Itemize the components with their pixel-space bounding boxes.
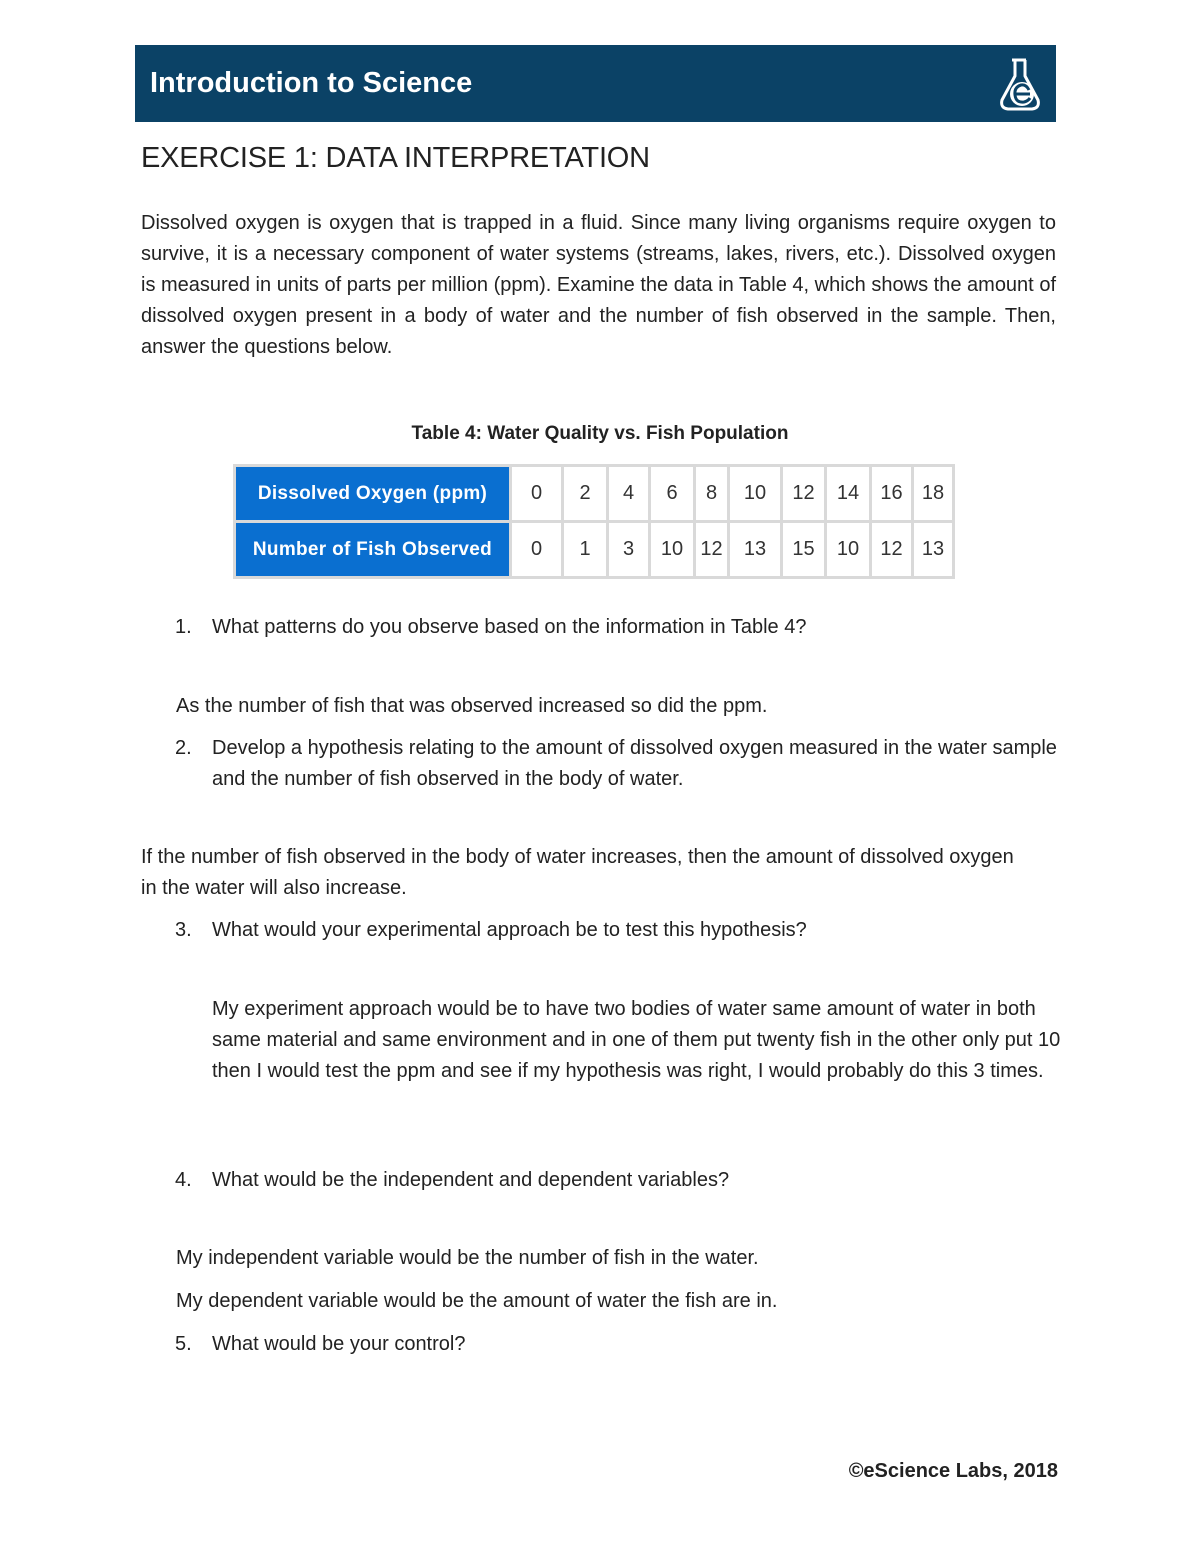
table-row xyxy=(235,466,954,522)
table-caption: Table 4: Water Quality vs. Fish Population xyxy=(411,423,789,444)
table-cell: 13 xyxy=(729,522,782,578)
table-row xyxy=(235,522,954,578)
answer-4-dependent: My dependent variable would be the amount of water the fish are in. xyxy=(176,1290,778,1312)
table-cell: 10 xyxy=(729,466,782,522)
header-banner xyxy=(135,45,1056,122)
water-quality-table xyxy=(233,464,955,579)
table-cell: 1 xyxy=(563,522,608,578)
answer-4-independent: My independent variable would be the number of fish in the water. xyxy=(176,1247,759,1269)
exercise-title: EXERCISE 1: DATA INTERPRETATION xyxy=(141,142,650,174)
table-cell: 2 xyxy=(563,466,608,522)
question-4 xyxy=(175,1165,1062,1196)
question-3 xyxy=(175,915,1062,946)
table-cell: 14 xyxy=(826,466,871,522)
question-number: 4. xyxy=(175,1169,192,1191)
table-cell: 18 xyxy=(913,466,954,522)
intro-paragraph: Dissolved oxygen is oxygen that is trapped in a fluid. Since many living organisms require oxygen to survive, it is a necessary component of water systems (streams, lakes, rivers, etc.). Dissolved oxygen is measured in units of parts per million (ppm). Examine the data in Table 4, which shows the amount of dissolved oxygen present in a body of water and the number of fish observed in the sample. Then, answer the questions below. xyxy=(141,212,1056,358)
table-cell: 4 xyxy=(608,466,650,522)
question-number: 3. xyxy=(175,919,192,941)
question-text: What would be the independent and dependent variables? xyxy=(212,1169,730,1191)
question-text: What patterns do you observe based on the information in Table 4? xyxy=(212,616,807,638)
flask-e-logo-icon xyxy=(996,54,1044,114)
row-header-fish-observed: Number of Fish Observed xyxy=(235,522,511,578)
table-cell: 0 xyxy=(511,522,563,578)
table-cell: 12 xyxy=(695,522,729,578)
question-number: 2. xyxy=(175,737,192,759)
table-cell: 15 xyxy=(782,522,826,578)
question-text: Develop a hypothesis relating to the amount of dissolved oxygen measured in the water sample and the number of fish observed in the body of water. xyxy=(212,737,1057,790)
course-title: Introduction to Science xyxy=(150,67,473,99)
table-cell: 6 xyxy=(650,466,695,522)
copyright-footer: ©eScience Labs, 2018 xyxy=(848,1460,1058,1482)
table-cell: 16 xyxy=(871,466,913,522)
question-2 xyxy=(175,733,1062,795)
question-text: What would be your control? xyxy=(212,1333,466,1355)
answer-1: As the number of fish that was observed increased so did the ppm. xyxy=(176,695,768,717)
table-cell: 0 xyxy=(511,466,563,522)
table-cell: 12 xyxy=(782,466,826,522)
table-cell: 13 xyxy=(913,522,954,578)
answer-2: If the number of fish observed in the body of water increases, then the amount of dissolved oxygen in the water will also increase. xyxy=(141,846,1014,899)
table-cell: 10 xyxy=(826,522,871,578)
question-number: 1. xyxy=(175,616,192,638)
answer-3: My experiment approach would be to have two bodies of water same amount of water in both same material and same environment and in one of them put twenty fish in the other only put 10 then I would test the ppm and see if my hypothesis was right, I would probably do this 3 times. xyxy=(212,998,1061,1082)
question-5 xyxy=(175,1329,1062,1360)
table-cell: 8 xyxy=(695,466,729,522)
table-cell: 3 xyxy=(608,522,650,578)
question-number: 5. xyxy=(175,1333,192,1355)
question-1 xyxy=(175,612,1062,643)
row-header-dissolved-oxygen: Dissolved Oxygen (ppm) xyxy=(235,466,511,522)
table-cell: 10 xyxy=(650,522,695,578)
table-cell: 12 xyxy=(871,522,913,578)
question-text: What would your experimental approach be to test this hypothesis? xyxy=(212,919,807,941)
